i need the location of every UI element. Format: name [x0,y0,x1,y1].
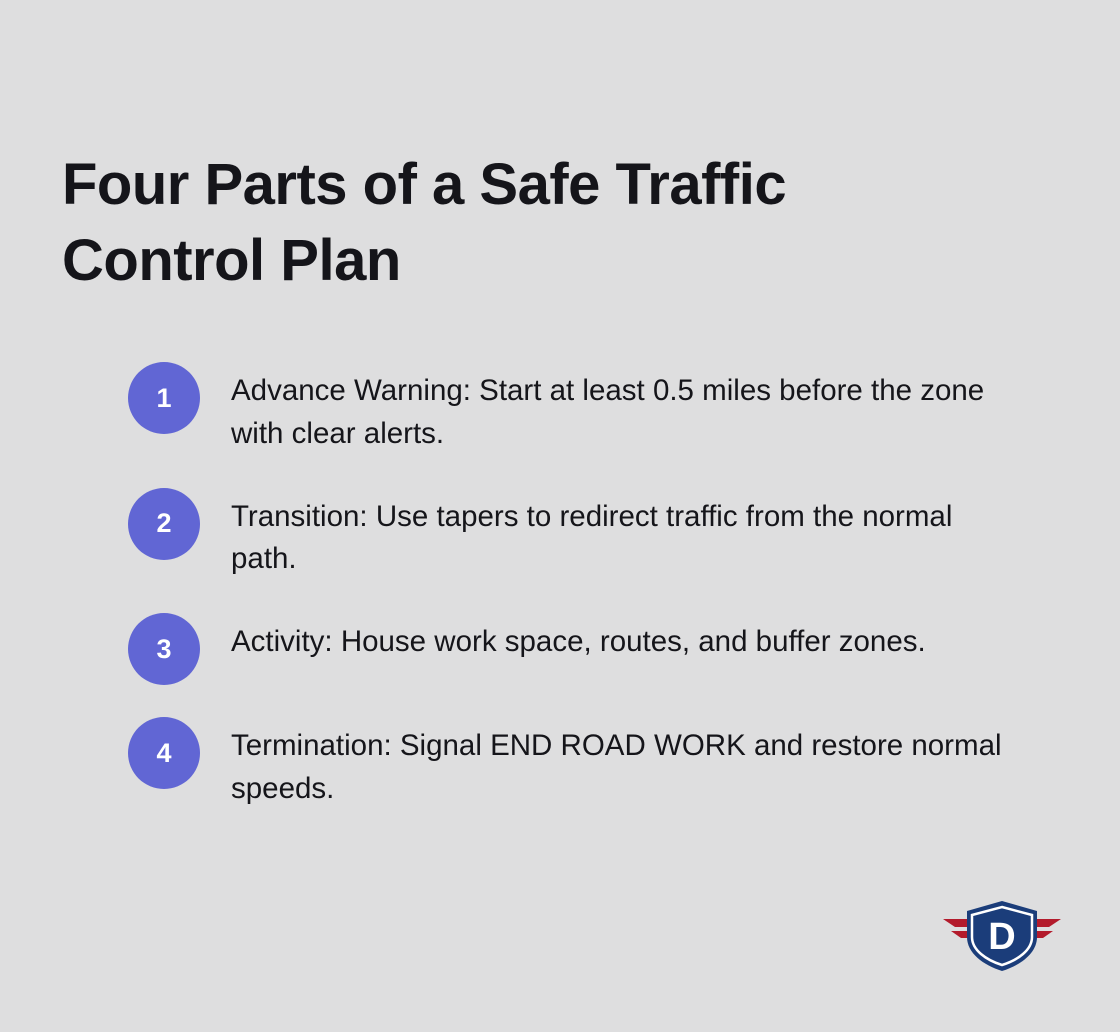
list-item [128,717,1028,811]
list-item-number-badge: 3 [128,613,200,685]
page-title: Four Parts of a Safe Traffic Control Plan [62,151,787,294]
list-item [128,613,1028,685]
list-item-text: Activity: House work space, routes, and buffer zones. [231,625,926,659]
list-item-number-badge: 2 [128,488,200,560]
list-item [128,362,1028,456]
d-shield-wings-logo [941,893,1063,975]
list-item-number-badge: 1 [128,362,200,434]
list-item [128,488,1028,582]
svg-text:D: D [988,916,1016,958]
list-item-number-badge: 4 [128,717,200,789]
list-item-text: Termination: Signal END ROAD WORK and restore normal speeds. [231,729,1002,805]
list-item-text: Transition: Use tapers to redirect traffic from the normal path. [231,499,953,576]
list-item-text: Advance Warning: Start at least 0.5 miles before the zone with clear alerts. [231,374,985,450]
numbered-list [128,362,1028,811]
